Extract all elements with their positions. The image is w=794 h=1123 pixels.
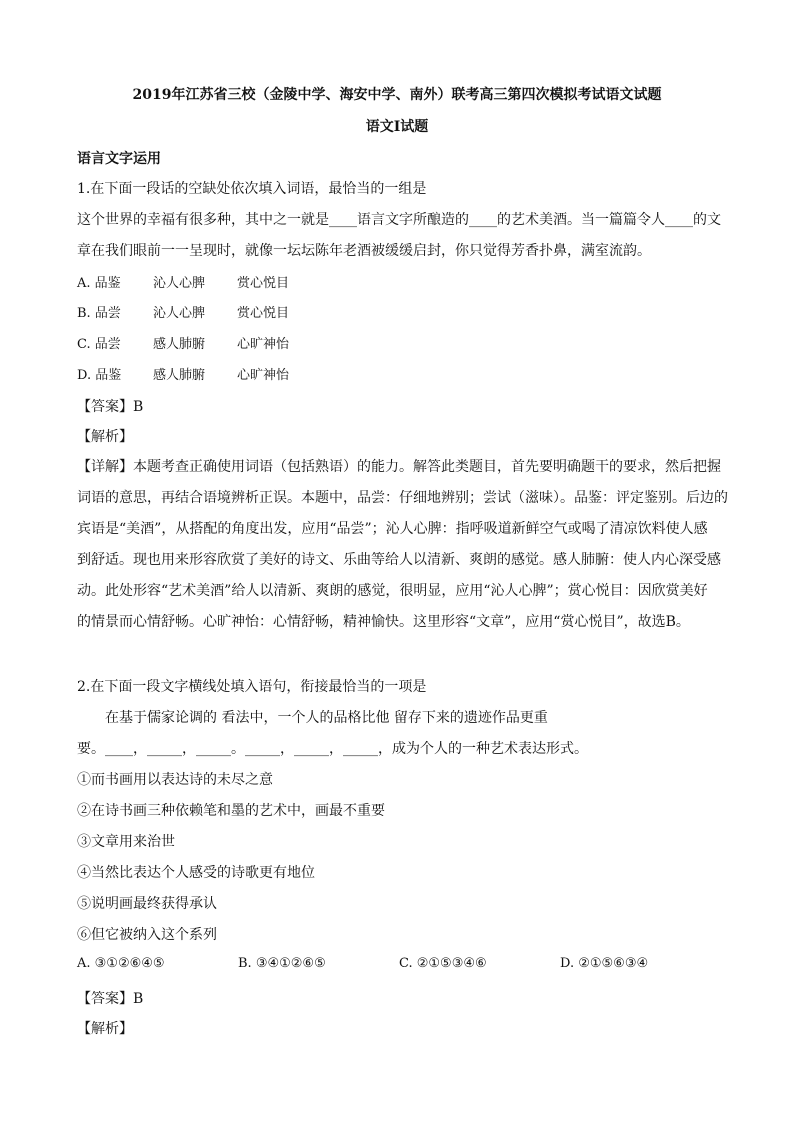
option-word-2: 沁人心脾 [153, 276, 206, 291]
question-2-item: ②在诗书画三种依赖笔和墨的艺术中，画最不重要 [77, 803, 385, 819]
question-1-passage-line: 这个世界的幸福有很多种，其中之一就是____语言文字所酿造的____的艺术美酒。当一篇篇令人____的文 [77, 212, 721, 228]
option-word-3: 心旷神怡 [237, 337, 290, 352]
question-1-explanation-line: 【详解】本题考查正确使用词语（包括熟语）的能力。解答此类题目，首先要明确题干的要求，然后把握 [77, 459, 721, 475]
section-heading: 语言文字运用 [77, 151, 161, 167]
option-word-1: 品尝 [94, 306, 121, 321]
question-2-item: ⑤说明画最终获得承认 [77, 896, 217, 912]
option-word-1: 品鉴 [94, 276, 121, 291]
question-1-explanation-line: 到舒适。现也用来形容欣赏了美好的诗文、乐曲等给人以清新、爽朗的感觉。感人肺腑：使人内心深受感 [77, 552, 721, 568]
question-2-option-b: B. ③④①②⑥⑤ [238, 956, 326, 971]
question-2-stem: 2.在下面一段文字横线处填入语句，衔接最恰当的一项是 [77, 679, 427, 695]
question-1-explanation-line: 的情景而心情舒畅。心旷神怡：心情舒畅，精神愉快。这里形容“文章”，应用“赏心悦目”，故选B。 [77, 614, 690, 630]
question-1-explanation-line: 宾语是“美酒”，从搭配的角度出发，应用“品尝”；沁人心脾：指呼吸道新鲜空气或喝了清凉饮料使人感 [77, 521, 708, 537]
question-1-explanation-line: 动。此处形容“艺术美酒”给人以清新、爽朗的感觉，很明显，应用“沁人心脾”；赏心悦目：因欣赏美好 [77, 583, 708, 599]
question-2-option-c: C. ②①⑤③④⑥ [399, 956, 487, 971]
question-2-option-d: D. ②①⑤⑥③④ [560, 956, 649, 971]
question-2-analysis-label: 【解析】 [77, 1021, 133, 1037]
question-1-stem: 1.在下面一段话的空缺处依次填入词语，最恰当的一组是 [77, 181, 427, 197]
option-letter: A. [77, 276, 91, 291]
option-word-3: 赏心悦目 [237, 306, 290, 321]
option-word-2: 沁人心脾 [153, 306, 206, 321]
question-2-item: ①而书画用以表达诗的未尽之意 [77, 772, 273, 788]
question-2-item: ④当然比表达个人感受的诗歌更有地位 [77, 865, 315, 881]
question-2-answer: 【答案】B [77, 991, 144, 1007]
option-word-2: 感人肺腑 [153, 337, 206, 352]
option-word-1: 品尝 [94, 337, 121, 352]
question-2-passage-line: 要。____，_____，_____。_____，_____，_____，成为个人的一种艺术表达形式。 [77, 741, 588, 757]
question-2-options [77, 956, 721, 971]
question-1-option-b [77, 302, 289, 321]
question-1-passage-line: 章在我们眼前一一呈现时，就像一坛坛陈年老酒被缓缓启封，你只觉得芳香扑鼻，满室流韵。 [77, 243, 651, 259]
option-word-1: 品鉴 [95, 368, 122, 383]
option-letter: B. [77, 306, 91, 321]
question-2-passage-line: 在基于儒家论调的 看法中，一个人的品格比他 留存下来的遗迹作品更重 [105, 710, 548, 726]
question-1-explanation-line: 词语的意思，再结合语境辨析正误。本题中，品尝：仔细地辨别；尝试（滋味）。品鉴：评定鉴别。后边的 [77, 490, 728, 506]
question-1-option-c [77, 333, 289, 352]
option-letter: D. [77, 368, 92, 383]
question-2-item: ③文章用来治世 [77, 834, 175, 850]
question-1-analysis-label: 【解析】 [77, 429, 133, 445]
document-subtitle: 语文Ⅰ试题 [365, 119, 429, 135]
option-word-3: 心旷神怡 [237, 368, 290, 383]
question-1-option-a [77, 272, 289, 291]
option-word-3: 赏心悦目 [237, 276, 290, 291]
option-word-2: 感人肺腑 [153, 368, 206, 383]
question-1-answer: 【答案】B [77, 399, 144, 415]
question-1-option-d [77, 364, 289, 383]
question-2-item: ⑥但它被纳入这个系列 [77, 927, 217, 943]
option-letter: C. [77, 337, 91, 352]
document-title: 2019年江苏省三校（金陵中学、海安中学、南外）联考高三第四次模拟考试语文试题 [132, 87, 662, 103]
question-2-option-a: A. ③①②⑥④⑤ [77, 956, 165, 971]
